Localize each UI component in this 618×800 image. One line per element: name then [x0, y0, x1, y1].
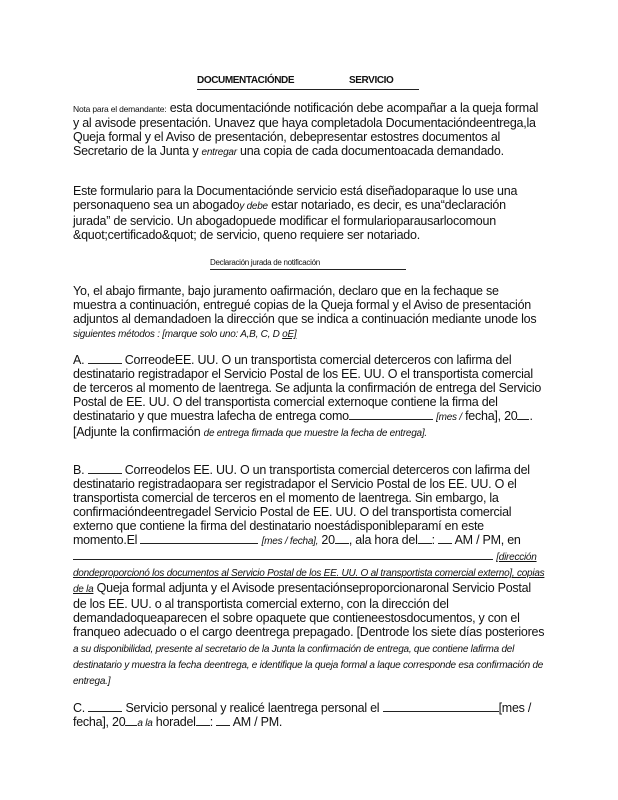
option-b-year-blank[interactable] [335, 533, 349, 544]
option-c-text-5: AM / PM. [230, 715, 283, 729]
document-title [197, 75, 419, 90]
intro-paragraph [73, 101, 545, 160]
declaration-italic-underline: oE] [282, 329, 297, 340]
intro-text-end: una copia de cada documentoacada demandado. [236, 144, 504, 158]
option-a-text: CorreodeEE. UU. O un transportista comercial deterceros con lafirma del destinatario registradapor el Servicio Postal de los EE. UU. O el transportista comercial de terceros al momento de laentrega. Se adjunta la confirmación de entrega del Servicio Postal de EE. UU. O del transportista comercial externoque contiene la firma del destinatario y que muestra lafecha de entrega como [73, 353, 542, 423]
option-a-label: A. [73, 353, 85, 367]
option-a-paragraph [73, 353, 545, 441]
option-b-italic-1: [mes / fecha], [261, 536, 319, 547]
option-a-date-blank[interactable] [349, 409, 433, 420]
intro-italic: entregar [201, 147, 237, 158]
option-b-minute-blank[interactable] [438, 533, 452, 544]
option-b-address-blank[interactable] [73, 549, 493, 560]
option-c-text-3: horadel [152, 715, 196, 729]
option-a-text-2: fecha], 20 [461, 409, 518, 423]
declaration-title: Declaración jurada de notificación [210, 258, 406, 270]
option-c-year-blank[interactable] [125, 715, 137, 726]
title-part-1: DOCUMENTACIÓNDE [197, 75, 295, 86]
option-c-label: C. [73, 701, 85, 715]
form-note-italic: y debe [239, 201, 268, 212]
option-a-italic-2: de entrega firmada que muestre la fecha de entrega]. [203, 428, 427, 439]
option-a-italic-1: [mes / [436, 412, 462, 423]
form-note-text-2: estar notariado, es decir, es una“declaración jurada” de servicio. Un abogadopuede modificar el formularioparausarlocomoun &quot;certificado&quot; de servicio, queno requiere ser notariado. [73, 198, 506, 242]
note-label: Nota para el demandante: [73, 104, 167, 114]
option-c-date-blank[interactable] [383, 701, 499, 712]
option-b-label: B. [73, 463, 85, 477]
option-c-minute-blank[interactable] [216, 715, 230, 726]
declaration-text: Yo, el abajo firmante, bajo juramento oafirmación, declaro que en la fechaque se muestra a continuación, entregué copias de la Queja formal y el Aviso de presentación adjuntos al demandadoen la dirección que se indica a continuación mediante unode los [73, 284, 537, 326]
option-b-italic-2: a su disponibilidad, presente al secretario de la Junta la confirmación de entrega, que contiene lafirma del destinatario y muestra la fecha deentrega, e identifique la queja formal a laque corresponde esa confirmación de entrega.] [73, 644, 544, 687]
declaration-italic: siguientes métodos : [marque solo uno: A,B, C, D [73, 329, 283, 340]
declaration-paragraph [73, 284, 545, 342]
option-c-check-blank[interactable] [88, 701, 122, 712]
option-b-date-blank[interactable] [140, 533, 258, 544]
form-note-paragraph [73, 184, 545, 242]
option-b-paragraph [73, 463, 545, 689]
option-b-text-4: : [431, 533, 439, 547]
option-c-text: Servicio personal y realicé laentrega personal el [122, 701, 383, 715]
option-b-text-5: AM / PM, en [452, 533, 521, 547]
option-c-text-4: : [209, 715, 217, 729]
option-a-year-blank[interactable] [517, 409, 529, 420]
option-b-text: Correodelos EE. UU. O un transportista comercial deterceros con lafirma del destinatario registradaopara ser registradapor el Servicio Postal de los EE. UU. O el transportista comercial de terceros en el momento de laentrega. Sin embargo, la confirmacióndeentregadel Servicio Postal de EE. UU. O del transportista comercial externo que contiene la firma del destinatario noestádisponibleparamí en este momento.El [73, 463, 530, 547]
option-a-text-3: .[Adjunte la confirmación [73, 409, 533, 439]
option-b-text-6: Queja formal adjunta y el Avisode presentaciónseproporcionaronal Servicio Postal de los EE. UU. o al transportista comercial externo, con la dirección del demandadoqueaparecen el sobre opaquete que contieneestosdocumentos, y con el franqueo adecuado o el cargo deentrega prepagado. [Dentrode los siete días posteriores [73, 581, 545, 639]
option-b-text-3: , ala hora del [348, 533, 418, 547]
option-b-check-blank[interactable] [88, 463, 122, 474]
option-c-text-2: [mes / fecha], 20 [73, 701, 532, 729]
option-b-italic-underline: [dirección dondeproporcionó los documentos al Servicio Postal de los EE. UU. O al transportista comercial externo], copias de la [73, 552, 545, 595]
option-b-hour-blank[interactable] [418, 533, 432, 544]
option-b-text-2: 20 [318, 533, 335, 547]
option-c-italic: a la [137, 718, 153, 729]
intro-text: esta documentaciónde notificación debe acompañar a la queja formal y al avisode presentación. Unavez que haya completadola Documentacióndeentrega,la Queja formal y el Aviso de presentación, debepresentar estostres documentos al Secretario de la Junta y [73, 101, 539, 158]
title-part-2: SERVICIO [349, 75, 394, 86]
option-a-check-blank[interactable] [88, 353, 122, 364]
form-note-text: Este formulario para la Documentaciónde servicio está diseñadoparaque lo use una personaqueno sea un abogado [73, 184, 518, 212]
option-c-paragraph [73, 701, 545, 731]
option-c-hour-blank[interactable] [196, 715, 210, 726]
